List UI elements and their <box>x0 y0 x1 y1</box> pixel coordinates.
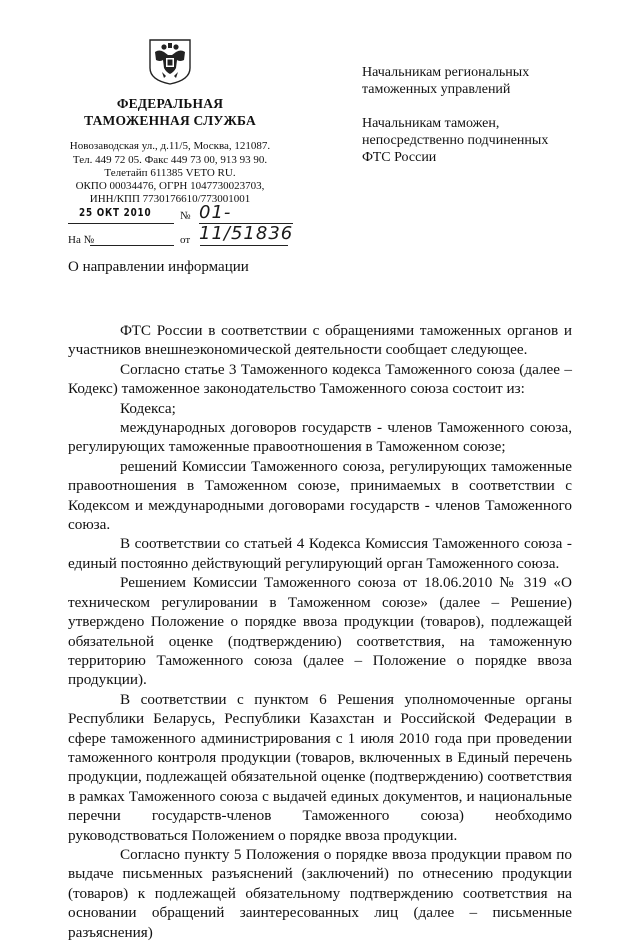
reference-date-blank <box>200 245 288 246</box>
body-paragraph: международных договоров государств - членов Таможенного союза, регулирующих таможенные правоотношения в Таможенном союзе; <box>68 419 572 456</box>
date-underline <box>68 223 174 224</box>
reference-row <box>68 232 308 252</box>
body-paragraph: Кодекса; <box>120 399 176 417</box>
okpo-line: ОКПО 00034476, ОГРН 1047730023703, <box>75 180 265 192</box>
body-paragraph: В соответствии с пунктом 6 Решения уполномоченные органы Республики Беларусь, Республики Казахстан и Российской Федерации в сфере таможенного администрирования с 1 июля 2010 года при проведении таможенного контроля продукции (товаров, включенных в Единый перечень продукции, подлежащей обязательной оценке (подтверждению) соответствия в рамках Таможенного союза с выдачей единых документов, и национальные перечни государств-членов Таможенного союза) необходимо руководствоваться Положением о порядке ввоза продукции. <box>68 690 572 844</box>
reference-number-blank <box>90 245 174 246</box>
recipient-line: ФТС России <box>362 150 437 165</box>
letter-body <box>68 321 572 942</box>
recipient-line: Начальникам региональных <box>362 65 530 80</box>
reference-from-label: от <box>180 234 191 246</box>
letter-subject: О направлении информации <box>68 259 249 275</box>
body-paragraph: Согласно пункту 5 Положения о порядке ввоза продукции правом по выдаче письменных разъяснений (заключений) по отнесению продукции (товаров) к подлежащей обязательному подтверждению соответствия на основании обращений заинтересованных лиц (далее – письменные разъяснения) <box>68 845 572 941</box>
recipient-line: Начальникам таможен, <box>362 116 500 131</box>
teletype-line: Телетайп 611385 VETO RU. <box>104 167 236 179</box>
reference-label: На № <box>68 234 95 246</box>
body-paragraph: Согласно статье 3 Таможенного кодекса Таможенного союза (далее – Кодекс) таможенное законодательство Таможенного союза состоит из: <box>68 360 572 398</box>
org-name-line2: ТАМОЖЕННАЯ СЛУЖБА <box>84 113 256 128</box>
address-line: Новозаводская ул., д.11/5, Москва, 121087. <box>69 140 271 152</box>
number-label: № <box>180 210 191 222</box>
org-name-line1: ФЕДЕРАЛЬНАЯ <box>116 96 224 111</box>
recipient-block-2 <box>362 115 602 166</box>
body-paragraph: Решением Комиссии Таможенного союза от 18.06.2010 № 319 «О техническом регулировании в Таможенном союзе» (далее – Решение) утверждено Положение о порядке ввоза продукции (товаров), подлежащей обязательной оценке (подтверждению) соответствия, на таможенную территорию Таможенного союза (далее – Положение о порядке ввоза продукции). <box>68 574 572 689</box>
phone-line: Тел. 449 72 05. Факс 449 73 00, 913 93 90. <box>72 154 268 166</box>
registration-number: 01-11/51836 <box>199 202 294 244</box>
recipient-line: таможенных управлений <box>362 82 511 97</box>
coat-of-arms-icon <box>147 38 193 86</box>
number-underline <box>199 223 293 224</box>
recipient-line: непосредственно подчиненных <box>362 133 549 148</box>
body-paragraph: решений Комиссии Таможенного союза, регулирующих таможенные правоотношения в Таможенном союзе, принимаемых в соответствии с Кодексом и международными договорами государств - членов Таможенного союза. <box>68 457 572 534</box>
recipient-block-1 <box>362 64 602 98</box>
registration-date: 25 ОКТ 2010 <box>79 206 152 219</box>
inn-line: ИНН/КПП 7730176610/773001001 <box>89 193 251 205</box>
body-paragraph: В соответствии со статьей 4 Кодекса Комиссия Таможенного союза - единый постоянно действующий регулирующий орган Таможенного союза. <box>68 535 572 572</box>
body-paragraph: ФТС России в соответствии с обращениями таможенных органов и участников внешнеэкономической деятельности сообщает следующее. <box>68 322 572 359</box>
